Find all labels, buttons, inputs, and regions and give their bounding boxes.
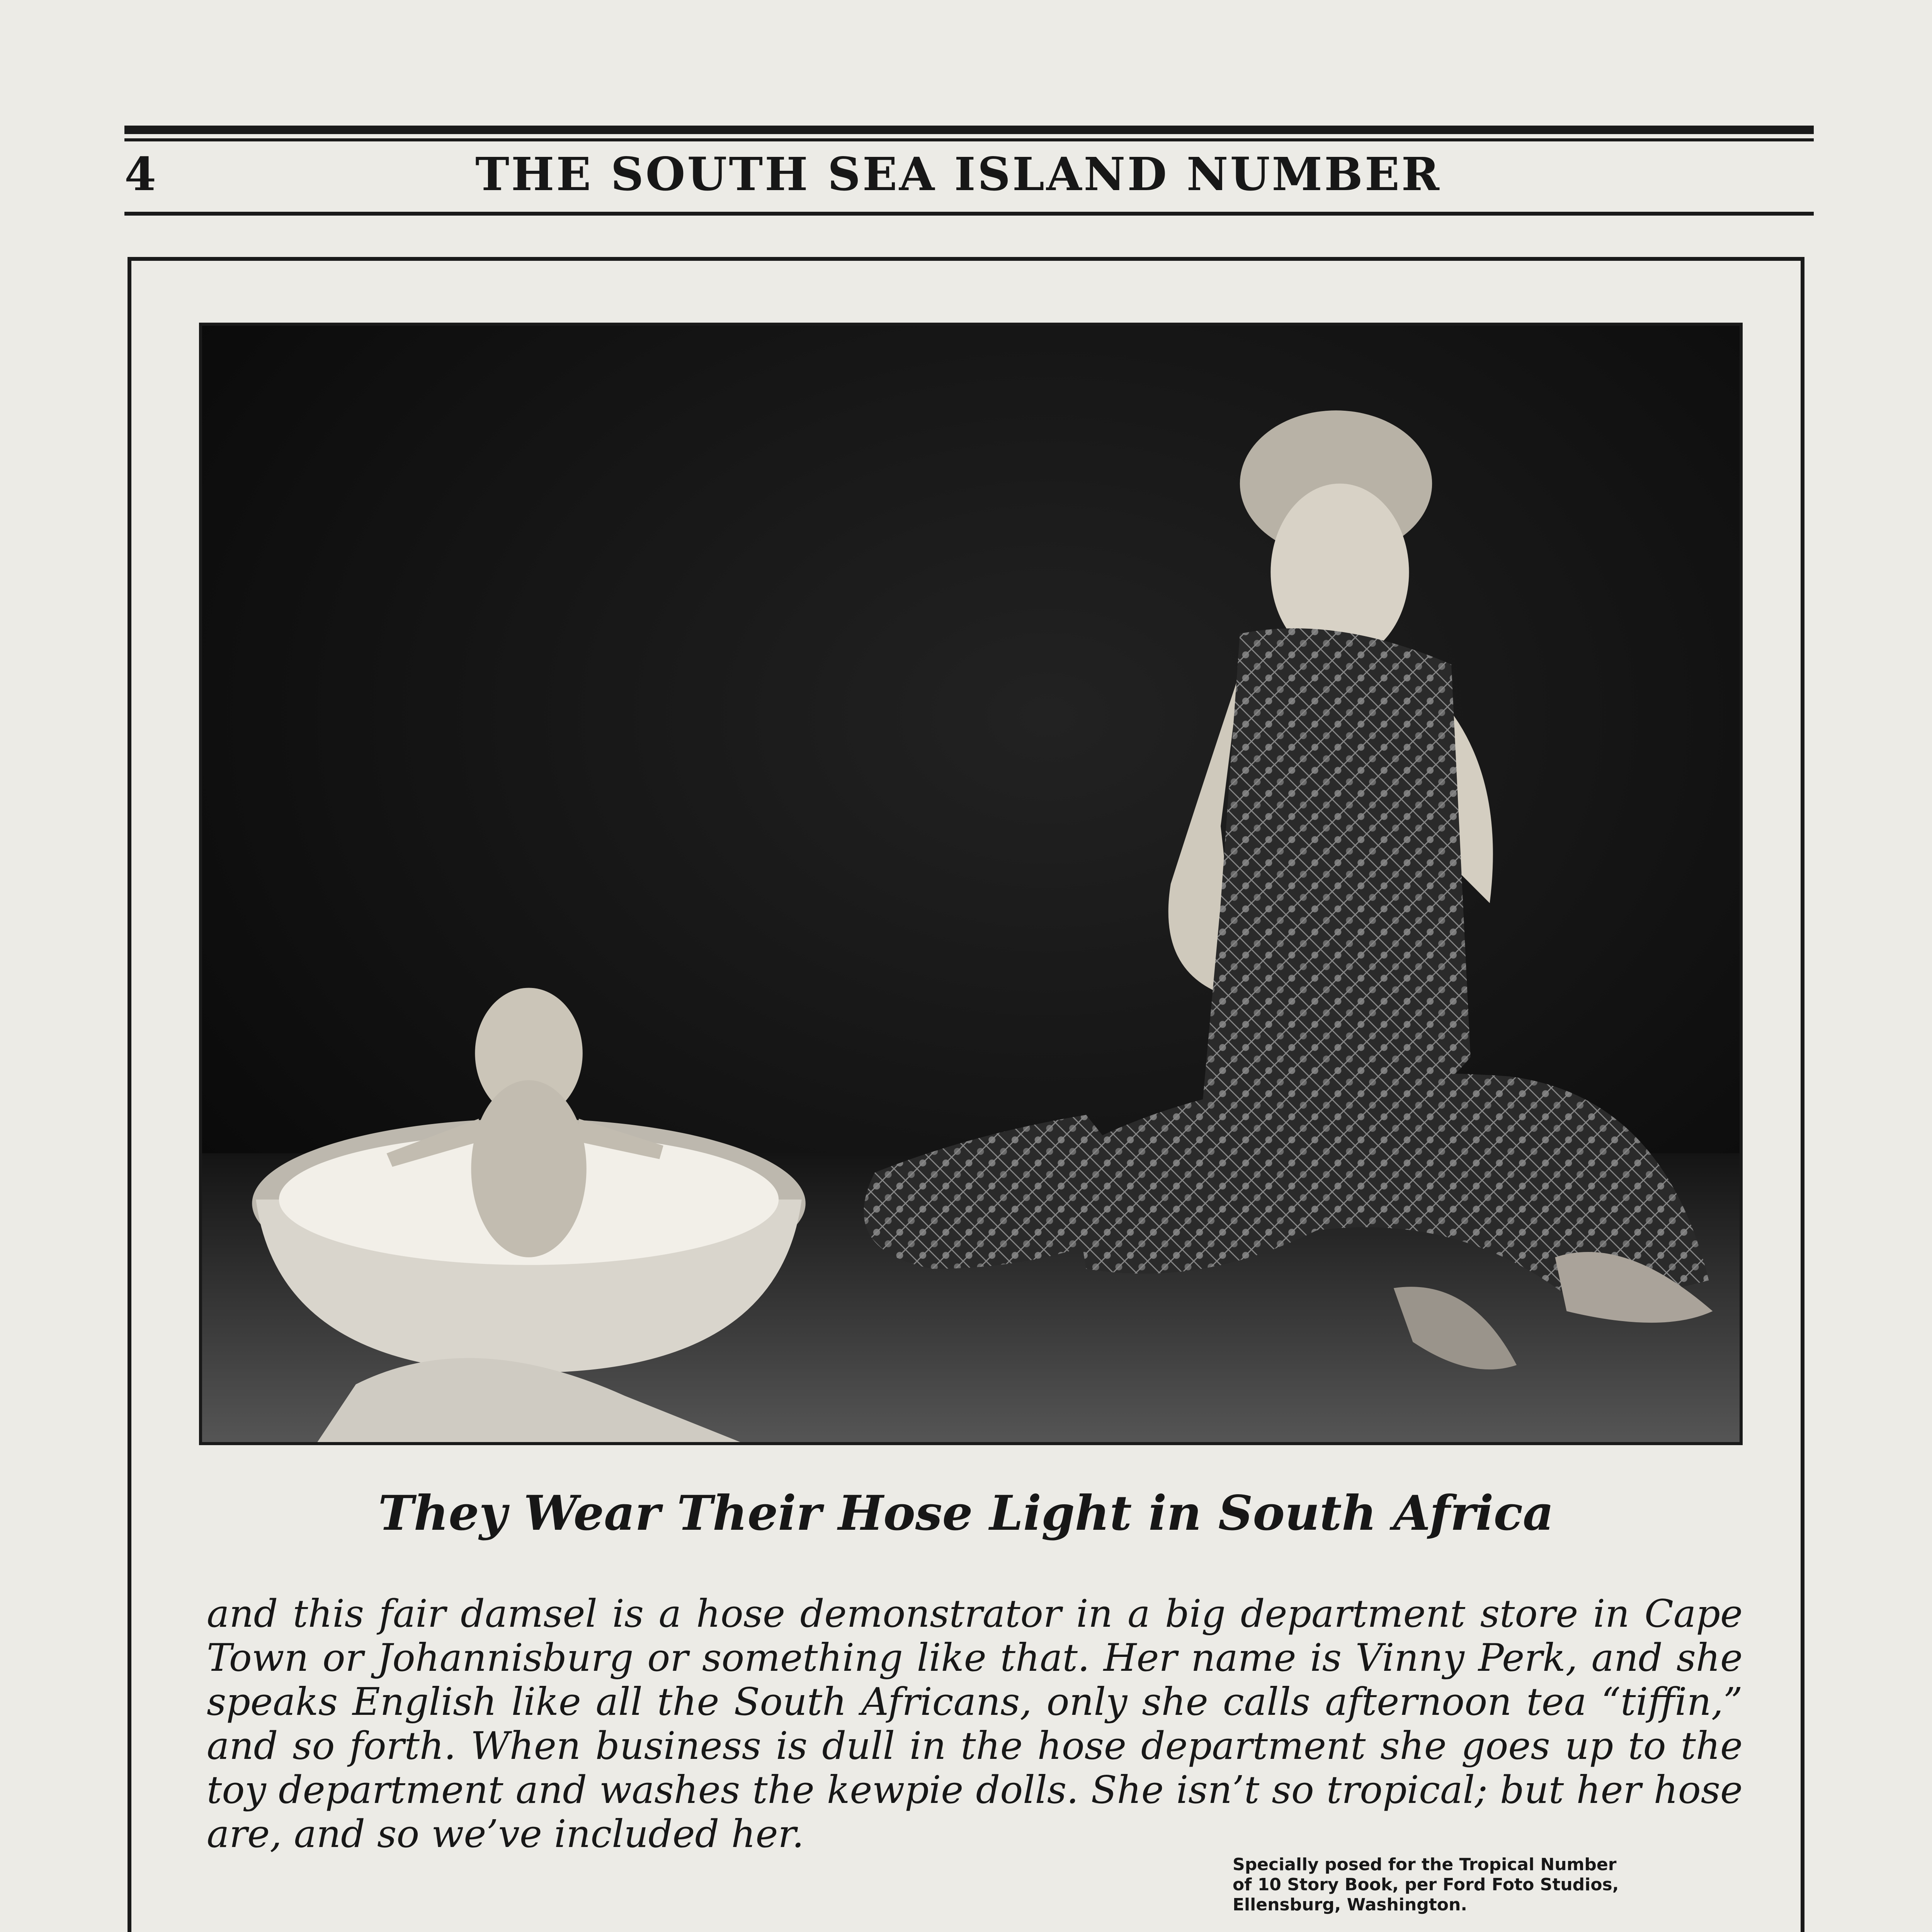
credit-line: Ellensburg, Washington.	[1233, 1895, 1467, 1915]
credit-line: of 10 Story Book, per Ford Foto Studios,	[1233, 1875, 1619, 1895]
page-number: 4	[124, 147, 156, 201]
header-rule-top-thin	[124, 138, 1814, 141]
photo-credit	[1233, 1855, 1747, 1915]
caption-title: They Wear Their Hose Light in South Africa	[378, 1485, 1554, 1541]
header-rule-bottom	[124, 212, 1814, 216]
caption-text: and this fair damsel is a hose demonstrator in a big department store in Cape Town or Johannisburg or something like that. Her name is Vinny Perk, and she speaks English like all the South Africans, only she calls afternoon tea “tiffin,” and so forth. When business is dull in the hose department she goes up to the toy department and washes the kewpie dolls. She isn’t so tropical; but her hose are, and so we’ve included her.	[207, 1592, 1743, 1856]
header-rule-top	[124, 126, 1814, 134]
feature-photograph	[199, 323, 1743, 1445]
credit-line: Specially posed for the Tropical Number	[1233, 1855, 1617, 1874]
photograph-illustration	[202, 326, 1740, 1442]
running-title: THE SOUTH SEA ISLAND NUMBER	[475, 147, 1441, 201]
